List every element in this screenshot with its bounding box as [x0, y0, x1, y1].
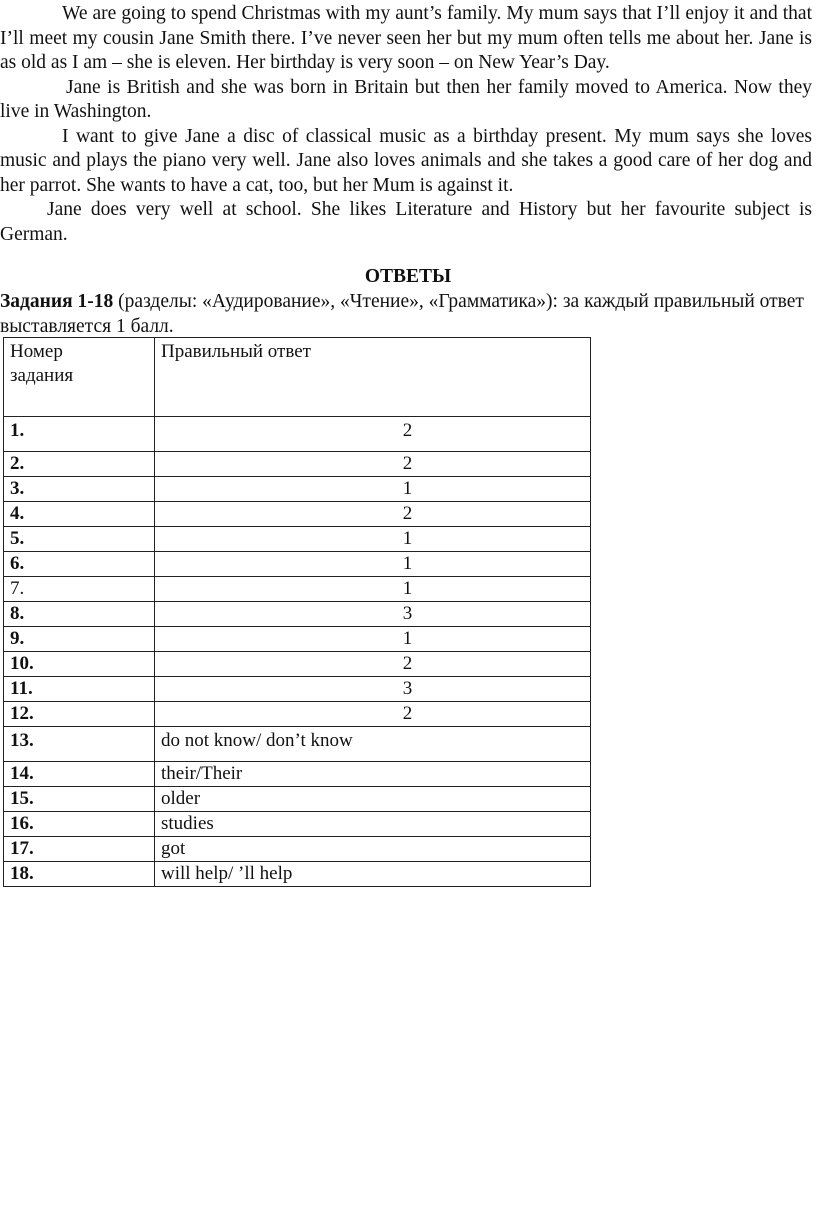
- task-answer: studies: [155, 812, 591, 837]
- table-row: [4, 837, 591, 862]
- task-number: 4.: [4, 502, 155, 527]
- answers-heading: ОТВЕТЫ: [364, 266, 452, 287]
- table-row: [4, 477, 591, 502]
- task-number: 7.: [4, 577, 155, 602]
- task-answer: 3: [155, 602, 591, 627]
- task-number: 11.: [4, 677, 155, 702]
- table-row: [4, 677, 591, 702]
- task-number: 18.: [4, 862, 155, 887]
- task-number: 6.: [4, 552, 155, 577]
- task-answer: older: [155, 787, 591, 812]
- task-number: 5.: [4, 527, 155, 552]
- task-answer: got: [155, 837, 591, 862]
- instructions-text: (разделы: «Аудирование», «Чтение», «Грамматика»): за каждый правильный ответ выставляется 1 балл.: [0, 291, 804, 337]
- story-paragraph: We are going to spend Christmas with my aunt’s family. My mum says that I’ll enjoy it and that I’ll meet my cousin Jane Smith there. I’ve never seen her but my mum often tells me about her. Jane is as old as I am – she is eleven. Her birthday is very soon – on New Year’s Day.: [0, 3, 812, 73]
- table-row: [4, 527, 591, 552]
- table-row: [4, 787, 591, 812]
- story-paragraph: Jane is British and she was born in Britain but then her family moved to America. Now they live in Washington.: [0, 76, 812, 122]
- table-row: [4, 602, 591, 627]
- table-row: [4, 577, 591, 602]
- table-row: [4, 502, 591, 527]
- table-row: [4, 627, 591, 652]
- task-answer: 2: [155, 502, 591, 527]
- instructions-task-range: Задания 1-18: [0, 291, 114, 312]
- task-answer: do not know/ don’t know: [155, 727, 591, 762]
- task-answer: 1: [155, 477, 591, 502]
- task-answer: their/Their: [155, 762, 591, 787]
- task-answer: 1: [155, 577, 591, 602]
- table-row: [4, 452, 591, 477]
- task-answer: 1: [155, 627, 591, 652]
- table-row: [4, 812, 591, 837]
- header-correct-answer: Правильный ответ: [155, 338, 591, 417]
- story-paragraph: Jane does very well at school. She likes Literature and History but her favourite subject is German.: [0, 199, 812, 245]
- task-number: 9.: [4, 627, 155, 652]
- table-row: [4, 762, 591, 787]
- table-row: [4, 652, 591, 677]
- table-row: [4, 862, 591, 887]
- task-answer: 2: [155, 417, 591, 452]
- header-task-number: [4, 338, 155, 417]
- table-header-row: [4, 338, 591, 417]
- task-number: 15.: [4, 787, 155, 812]
- task-number: 2.: [4, 452, 155, 477]
- task-number: 8.: [4, 602, 155, 627]
- answers-table: [3, 337, 591, 887]
- table-row: [4, 417, 591, 452]
- task-answer: 2: [155, 702, 591, 727]
- task-answer: 3: [155, 677, 591, 702]
- task-answer: 2: [155, 652, 591, 677]
- task-answer: 2: [155, 452, 591, 477]
- header-task-number-line1: Номер: [10, 341, 63, 362]
- task-number: 1.: [4, 417, 155, 452]
- task-answer: 1: [155, 527, 591, 552]
- task-number: 17.: [4, 837, 155, 862]
- story-text: [0, 2, 812, 247]
- table-row: [4, 702, 591, 727]
- task-answer: will help/ ’ll help: [155, 862, 591, 887]
- header-task-number-line2: задания: [10, 365, 74, 386]
- task-answer: 1: [155, 552, 591, 577]
- task-number: 3.: [4, 477, 155, 502]
- task-number: 13.: [4, 727, 155, 762]
- table-row: [4, 727, 591, 762]
- task-number: 10.: [4, 652, 155, 677]
- task-number: 14.: [4, 762, 155, 787]
- task-number: 16.: [4, 812, 155, 837]
- story-paragraph: I want to give Jane a disc of classical music as a birthday present. My mum says she loves music and plays the piano very well. Jane also loves animals and she takes a good care of her dog and her parrot. She wants to have a cat, too, but her Mum is against it.: [0, 125, 812, 196]
- table-row: [4, 552, 591, 577]
- task-number: 12.: [4, 702, 155, 727]
- answers-instructions: [0, 290, 816, 339]
